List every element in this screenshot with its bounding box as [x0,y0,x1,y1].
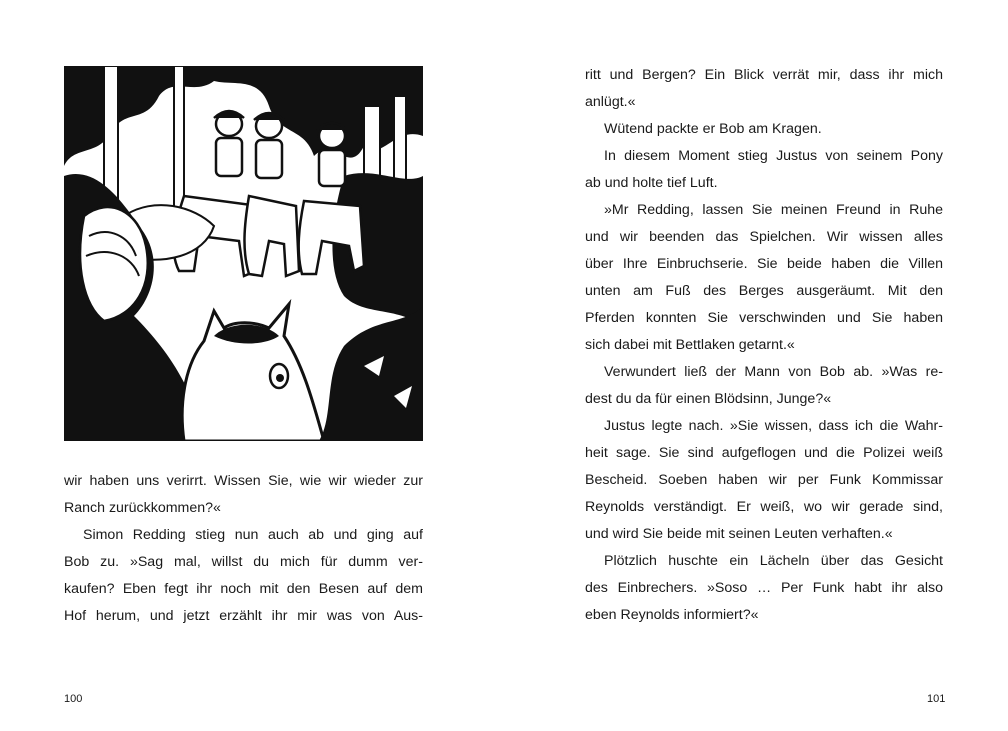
text-line: wir haben uns verirrt. Wissen Sie, wie wir wieder zur [64,473,423,489]
text-line: kaufen? Eben fegt ihr noch mit den Besen auf dem [64,581,423,597]
text-line: anlügt.« [585,94,636,110]
text-line: und wird Sie beide mit seinen Leuten verhaften.« [585,526,893,542]
text-line: ab und holte tief Luft. [585,175,718,191]
text-line: Simon Redding stieg nun auch ab und ging auf [83,527,423,543]
text-line: Ranch zurückkommen?« [64,500,221,516]
text-line: Bescheid. Soeben haben wir per Funk Kommissar [585,472,943,488]
page-number-left: 100 [64,693,83,705]
text-line: unten am Fuß des Berges ausgeräumt. Mit den [585,283,943,299]
text-line: über Ihre Einbruchserie. Sie beide haben die Villen [585,256,943,272]
left-page-text [64,468,423,630]
page-number-right: 101 [927,693,946,705]
text-line: und wir beenden das Spielchen. Wir wissen alles [585,229,943,245]
text-line: Plötzlich huschte ein Lächeln über das Gesicht [604,553,943,569]
text-line: ritt und Bergen? Ein Blick verrät mir, dass ihr mich [585,67,943,83]
text-line: In diesem Moment stieg Justus von seinem Pony [604,148,943,164]
text-line: Verwundert ließ der Mann von Bob ab. »Was re- [604,364,943,380]
text-line: Reynolds verständigt. Er weiß, wo wir gerade sind, [585,499,943,515]
comic-illustration-icon [64,66,423,441]
right-page-text [585,62,943,629]
text-line: »Mr Redding, lassen Sie meinen Freund in Ruhe [604,202,943,218]
text-line: Pferden konnten Sie verschwinden und Sie haben [585,310,943,326]
comic-illustration [64,66,423,441]
text-line: des Einbrechers. »Soso … Per Funk habt ihr also [585,580,943,596]
text-line: Wütend packte er Bob am Kragen. [604,121,822,137]
text-line: dest du da für einen Blödsinn, Junge?« [585,391,832,407]
text-line: eben Reynolds informiert?« [585,607,759,623]
text-line: Hof herum, und jetzt erzählt ihr mir was von Aus- [64,608,423,624]
text-line: sich dabei mit Bettlaken getarnt.« [585,337,795,353]
text-line: Bob zu. »Sag mal, willst du mich für dumm ver- [64,554,423,570]
text-line: Justus legte nach. »Sie wissen, dass ich die Wahr- [604,418,943,434]
text-line: heit sage. Sie sind aufgeflogen und die Polizei weiß [585,445,943,461]
